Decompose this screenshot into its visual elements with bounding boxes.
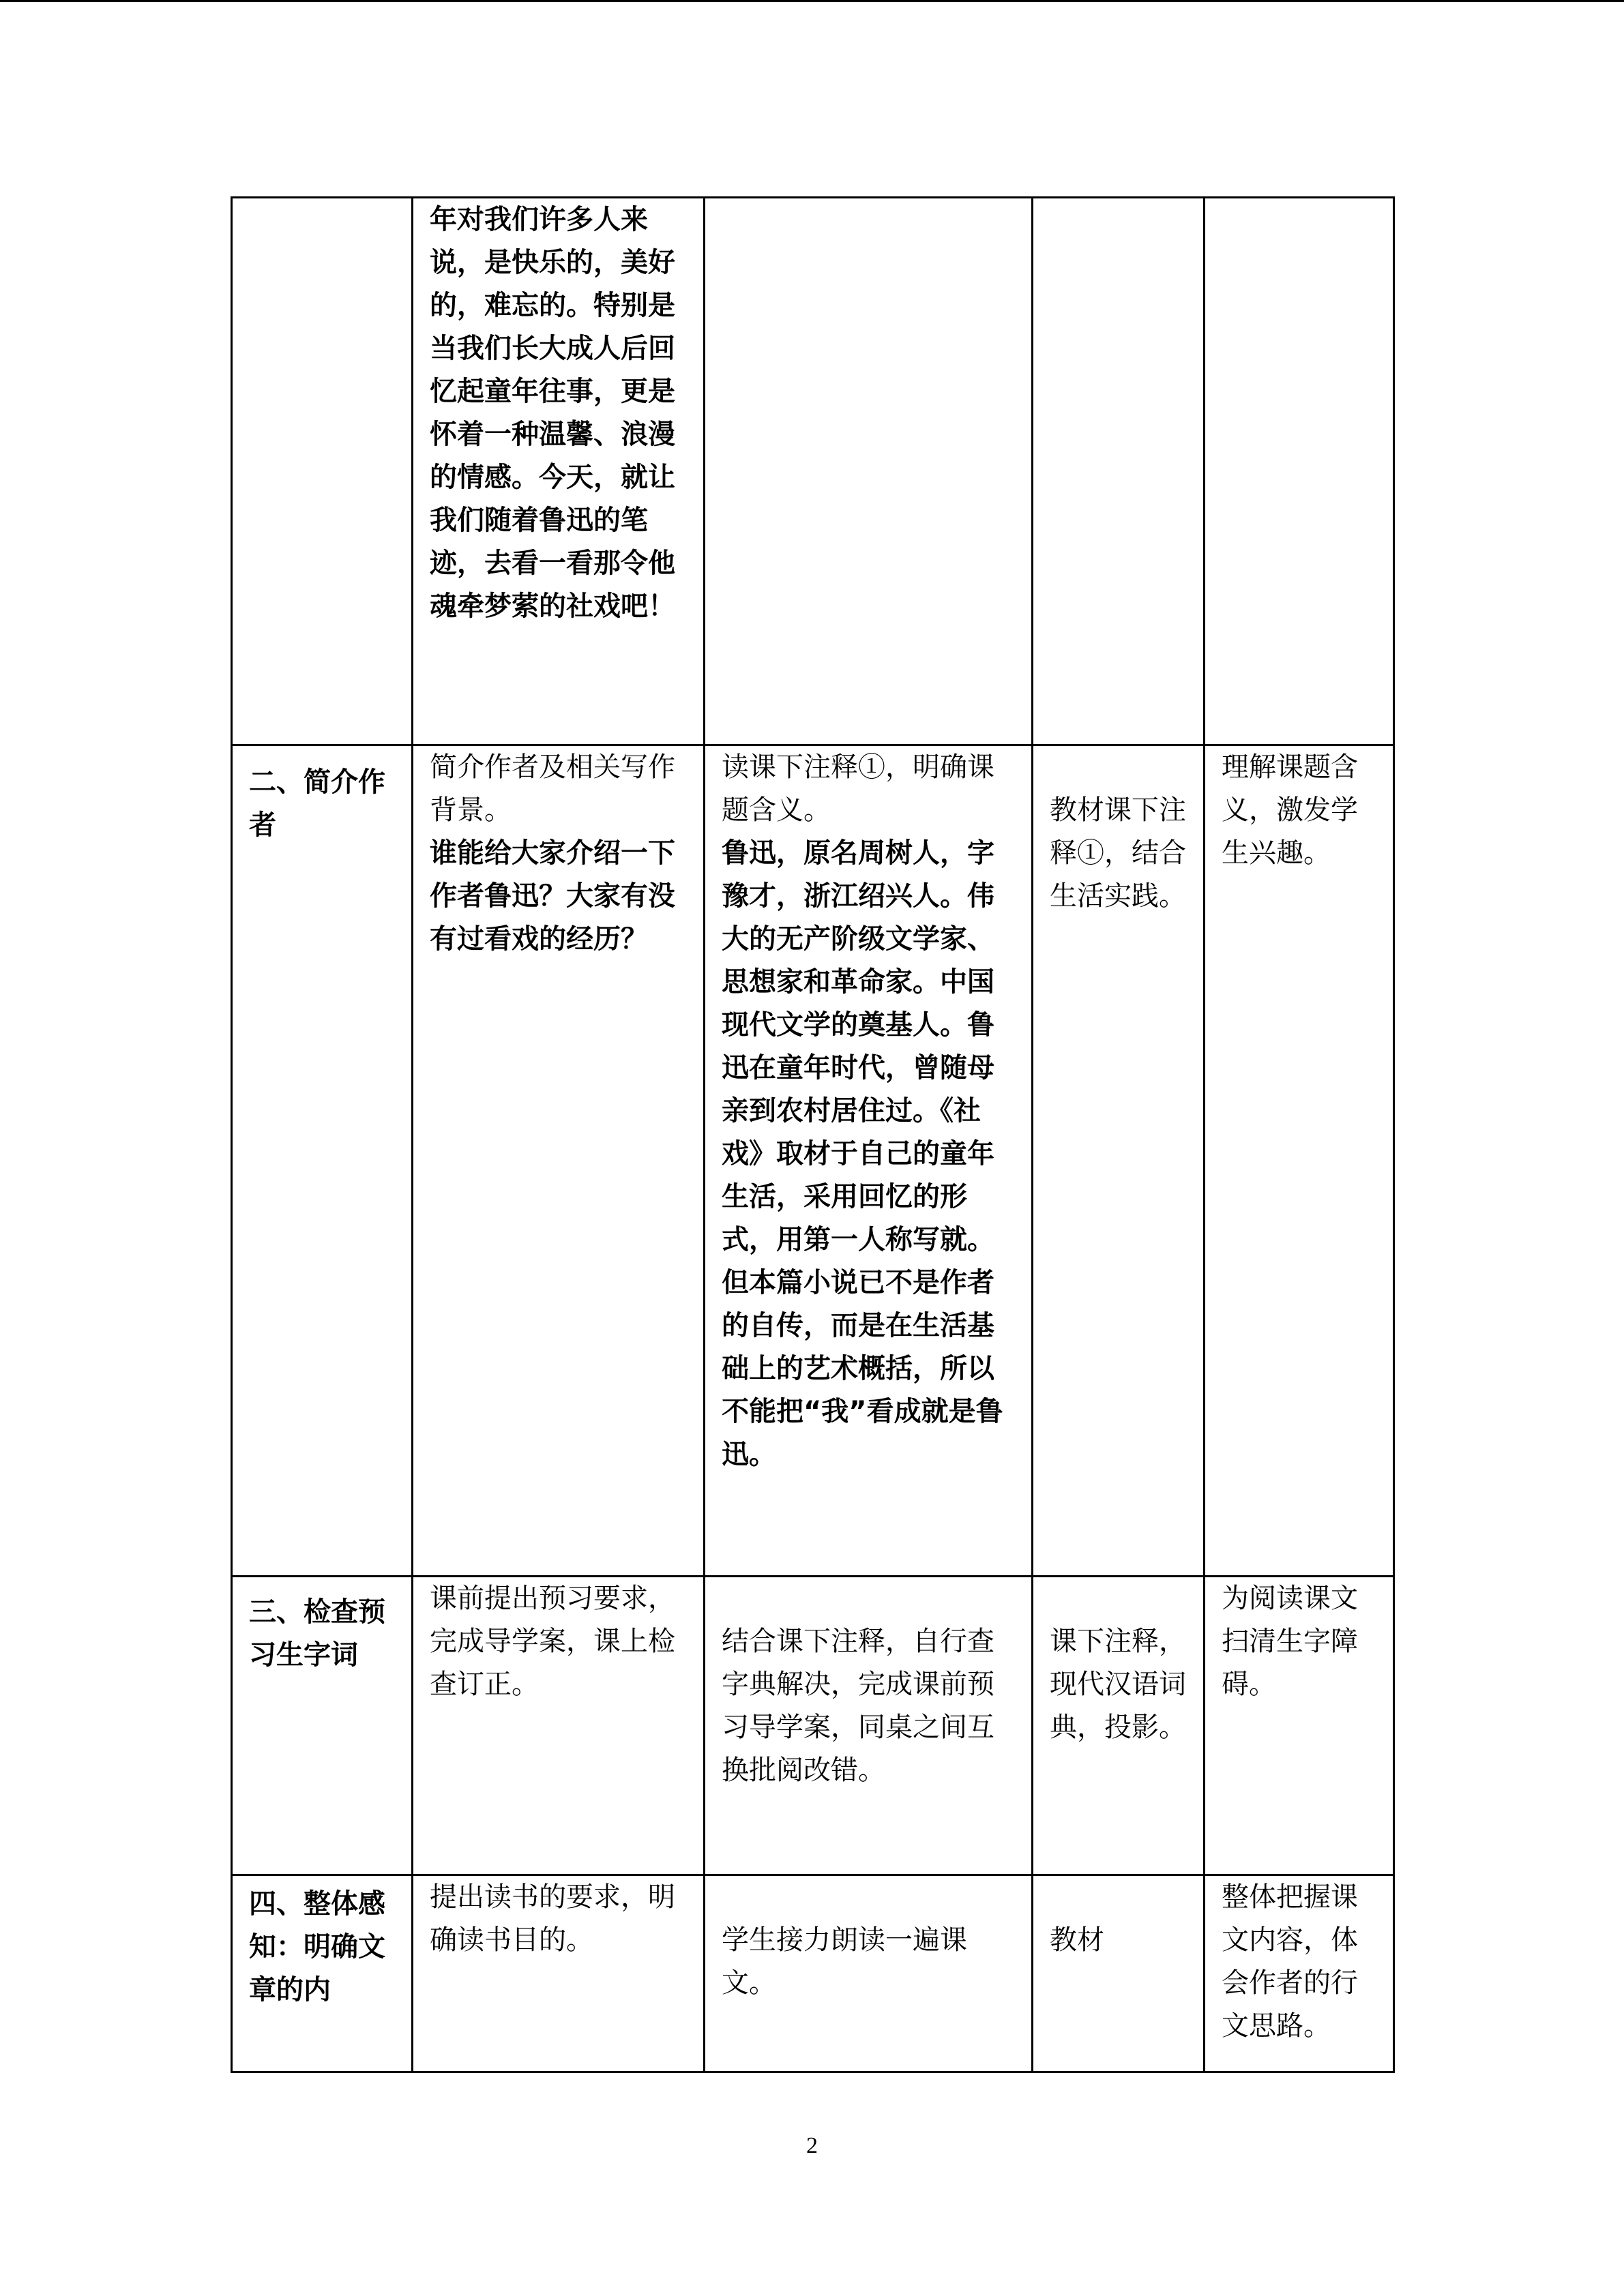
student-activity-cell — [705, 1577, 1033, 1875]
teacher-activity-cell — [413, 1577, 705, 1875]
step-label: 四、整体感知：明确文章的内 — [249, 1888, 385, 2006]
step-cell — [232, 745, 413, 1577]
step-cell — [232, 1875, 413, 2072]
step-label: 二、简介作者 — [249, 766, 385, 841]
lesson-plan-table — [231, 196, 1395, 2073]
table-row — [232, 745, 1394, 1577]
student-activity-cell — [705, 1875, 1033, 2072]
student-text: 读课下注释①，明确课题含义。 — [722, 751, 994, 826]
intent-cell — [1205, 1577, 1394, 1875]
student-text: 结合课下注释，自行查字典解决，完成课前预习导学案，同桌之间互换批阅改错。 — [722, 1626, 994, 1786]
teacher-text: 提出读书的要求，明确读书目的。 — [430, 1881, 675, 1956]
page-number: 2 — [806, 2133, 818, 2158]
student-activity-cell — [705, 745, 1033, 1577]
teacher-text: 简介作者及相关写作背景。 — [430, 751, 675, 826]
teacher-activity-cell — [413, 1875, 705, 2072]
teacher-question: 谁能给大家介绍一下作者鲁迅？大家有没有过看戏的经历？ — [430, 837, 675, 955]
intent-cell — [1205, 1875, 1394, 2072]
resource-cell — [1033, 1875, 1205, 2072]
resource-text: 课下注释，现代汉语词典，投影。 — [1050, 1626, 1186, 1743]
intent-text: 理解课题含义，激发学生兴趣。 — [1222, 751, 1358, 869]
resource-text: 教材 — [1050, 1924, 1104, 1956]
intent-cell — [1205, 745, 1394, 1577]
table-row — [232, 1577, 1394, 1875]
step-label: 三、检查预习生字词 — [249, 1596, 385, 1671]
intent-cell — [1205, 198, 1394, 745]
step-cell — [232, 198, 413, 745]
author-introduction: 鲁迅，原名周树人，字豫才，浙江绍兴人。伟大的无产阶级文学家、思想家和革命家。中国现代文学的奠基人。鲁迅在童年时代，曾随母亲到农村居住过。《社戏》取材于自己的童年生活，采用回忆的形式，用第一人称写就。但本篇小说已不是作者的自传，而是在生活基础上的艺术概括，所以不能把“我”看成就是鲁迅。 — [722, 837, 1003, 1470]
step-cell — [232, 1577, 413, 1875]
resource-cell — [1033, 745, 1205, 1577]
table-row — [232, 1875, 1394, 2072]
student-activity-cell — [705, 198, 1033, 745]
intent-text: 为阅读课文扫清生字障碍。 — [1222, 1583, 1358, 1700]
resource-cell — [1033, 1577, 1205, 1875]
student-text: 学生接力朗读一遍课文。 — [722, 1924, 967, 1999]
intent-text: 整体把握课文内容，体会作者的行文思路。 — [1222, 1881, 1358, 2042]
teacher-activity-cell — [413, 745, 705, 1577]
teacher-text: 课前提出预习要求，完成导学案，课上检查订正。 — [430, 1583, 675, 1700]
resource-cell — [1033, 198, 1205, 745]
table-row — [232, 198, 1394, 745]
resource-text: 教材课下注释①，结合生活实践。 — [1050, 794, 1186, 912]
page-top-border — [0, 0, 1624, 2]
teacher-text: 年对我们许多人来说，是快乐的，美好的，难忘的。特别是当我们长大成人后回忆起童年往事，更是怀着一种温馨、浪漫的情感。今天，就让我们随着鲁迅的笔迹，去看一看那令他魂牵梦萦的社戏吧！ — [430, 204, 675, 622]
teacher-activity-cell — [413, 198, 705, 745]
